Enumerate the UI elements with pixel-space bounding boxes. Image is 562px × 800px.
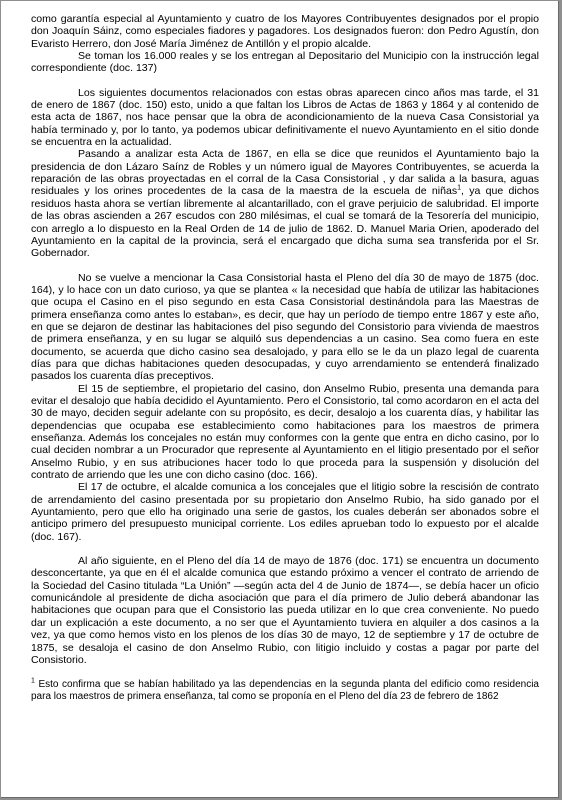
- page-body: [31, 13, 539, 703]
- paragraph: No se vuelve a mencionar la Casa Consistorial hasta el Pleno del día 30 de mayo de 1875 (doc. 164), y lo hace con un dato curioso, ya que se plantea « la necesidad que había de utilizar las habitaciones que ocupa el Casino en el piso segundo en esta Casa Consistorial destinándola para las Maestras de primera enseñanza como antes lo estaban», es decir, que hay un período de tiempo entre 1867 y este año, en que se dejaron de destinar las habitaciones del piso segundo del Consistorio para vivienda de maestros de primera enseñanza, y en su lugar se alquiló sus dependencias a un casino. Sea como fuera en este documento, se acuerda que dicho casino sea desalojado, y para ello se le da un plazo legal de cuarenta días para que dichas habitaciones queden desocupadas, y cuyo arrendamiento se entenderá finalizado pasados los cuarenta días preceptivos.: [31, 271, 539, 383]
- paragraph: El 17 de octubre, el alcalde comunica a los concejales que el litigio sobre la rescisión de contrato de arrendamiento del casino presentada por su propietario don Anselmo Rubio, ha sido ganado por el Ayuntamiento, pero que ello ha originado una serie de gastos, los cuales deberán ser abonados sobre el anticipo primero del presupuesto municipal corriente. Los ediles aprueban todo lo expuesto por el alcalde (doc. 167).: [31, 481, 539, 543]
- paragraph: como garantía especial al Ayuntamiento y cuatro de los Mayores Contribuyentes designados por el propio don Joaquín Sáinz, como especiales fiadores y pagadores. Los designados fueron: don Pedro Agustín, don Evaristo Herrero, don José María Jiménez de Antillón y el propio alcalde.: [31, 13, 539, 50]
- footnote: [31, 679, 539, 703]
- paragraph: El 15 de septiembre, el propietario del casino, don Anselmo Rubio, presenta una demanda para evitar el desalojo que había decidido el Ayuntamiento. Pero el Consistorio, tal como acordaron en el acta del 30 de mayo, deciden seguir adelante con su propósito, es decir, desalojo a los cuarenta días, y habilitar las dependencias que ocupaba ese establecimiento como habitaciones para los maestros de primera enseñanza. Además los concejales no están muy conformes con la gente que entra en dicho casino, por lo cual deciden nombrar a un Procurador que represente al Ayuntamiento en el litigio presentado por el señor Anselmo Rubio, y en sus atribuciones hacer todo lo que proceda para la suspensión y disolución del contrato de arriendo que les une con dicho casino (doc. 166).: [31, 382, 539, 482]
- footnote-reference: 1: [457, 184, 462, 192]
- paragraph-text: , ya que dichos residuos hasta ahora se vertían libremente al alcantarillado, con el grave perjuicio de salubridad. El importe de las obras ascienden a 267 escudos con 280 milésimas, el cual se tomará de la Tesorería del municipio, con arreglo a lo dispuesto en la Real Orden de 14 de julio de 1862. D. Manuel Maria Orien, apoderado del Ayuntamiento en la capital de la provincia, será el encargado que dicha suma sea transferida por el Sr. Gobernador.: [31, 185, 539, 260]
- footnote-text: Esto confirma que se habían habilitado ya las dependencias en la segunda planta del edificio como residencia para los maestros de primera enseñanza, tal como se proponía en el Pleno del día 23 de febrero de 1862: [31, 679, 539, 703]
- paragraph: [31, 148, 539, 259]
- paragraph: Los siguientes documentos relacionados con estas obras aparecen cinco años mas tarde, el 31 de enero de 1867 (doc. 150) esto, unido a que faltan los Libros de Actas de 1863 y 1864 y al contenido de esta acta de 1867, nos hace pensar que la obra de acondicionamiento de la nueva Casa Consistorial ya había terminado y, por lo tanto, ya podemos ubicar definitivamente el nuevo Ayuntamiento en el sitio donde se encuentra en la actualidad.: [31, 86, 539, 149]
- footnote-number: 1: [31, 677, 35, 685]
- paragraph: Se toman los 16.000 reales y se los entregan al Depositario del Municipio con la instrucción legal correspondiente (doc. 137): [31, 50, 539, 75]
- paragraph: Al año siguiente, en el Pleno del día 14 de mayo de 1876 (doc. 171) se encuentra un documento desconcertante, ya que en él el alcalde comunica que estando próximo a vencer el contrato de arriendo de la Sociedad del Casino titulada “La Unión” —según acta del 4 de Junio de 1874—, se debía hacer un oficio comunicándole al presidente de dicha asociación que para el día primero de Julio deberá abandonar las habitaciones que ocupan para que el Consistorio las pueda utilizar en lo que crea conveniente. No puedo dar un explicación a este documento, a no ser que el Ayuntamiento tuviera en alquiler a dos casinos a la vez, ya que como hemos visto en los plenos de los días 30 de mayo, 12 de septiembre y 17 de octubre de 1875, se desaloja el casino de don Anselmo Rubio, con litigio incluido y costas a pagar por parte del Consistorio.: [31, 555, 539, 666]
- document-page: [1, 1, 559, 798]
- paragraph-text: Pasando a analizar esta Acta de 1867, en ella se dice que reunidos el Ayuntamiento bajo la presidencia de don Lázaro Saínz de Robles y un número igual de Mayores Contribuyentes, se acuerda la reparación de las obras proyectadas en el corral de la Casa Consistorial , y dar salida a la basura, aguas residuales y los orines procedentes de la casa de la maestra de la escuela de niñas: [31, 148, 539, 198]
